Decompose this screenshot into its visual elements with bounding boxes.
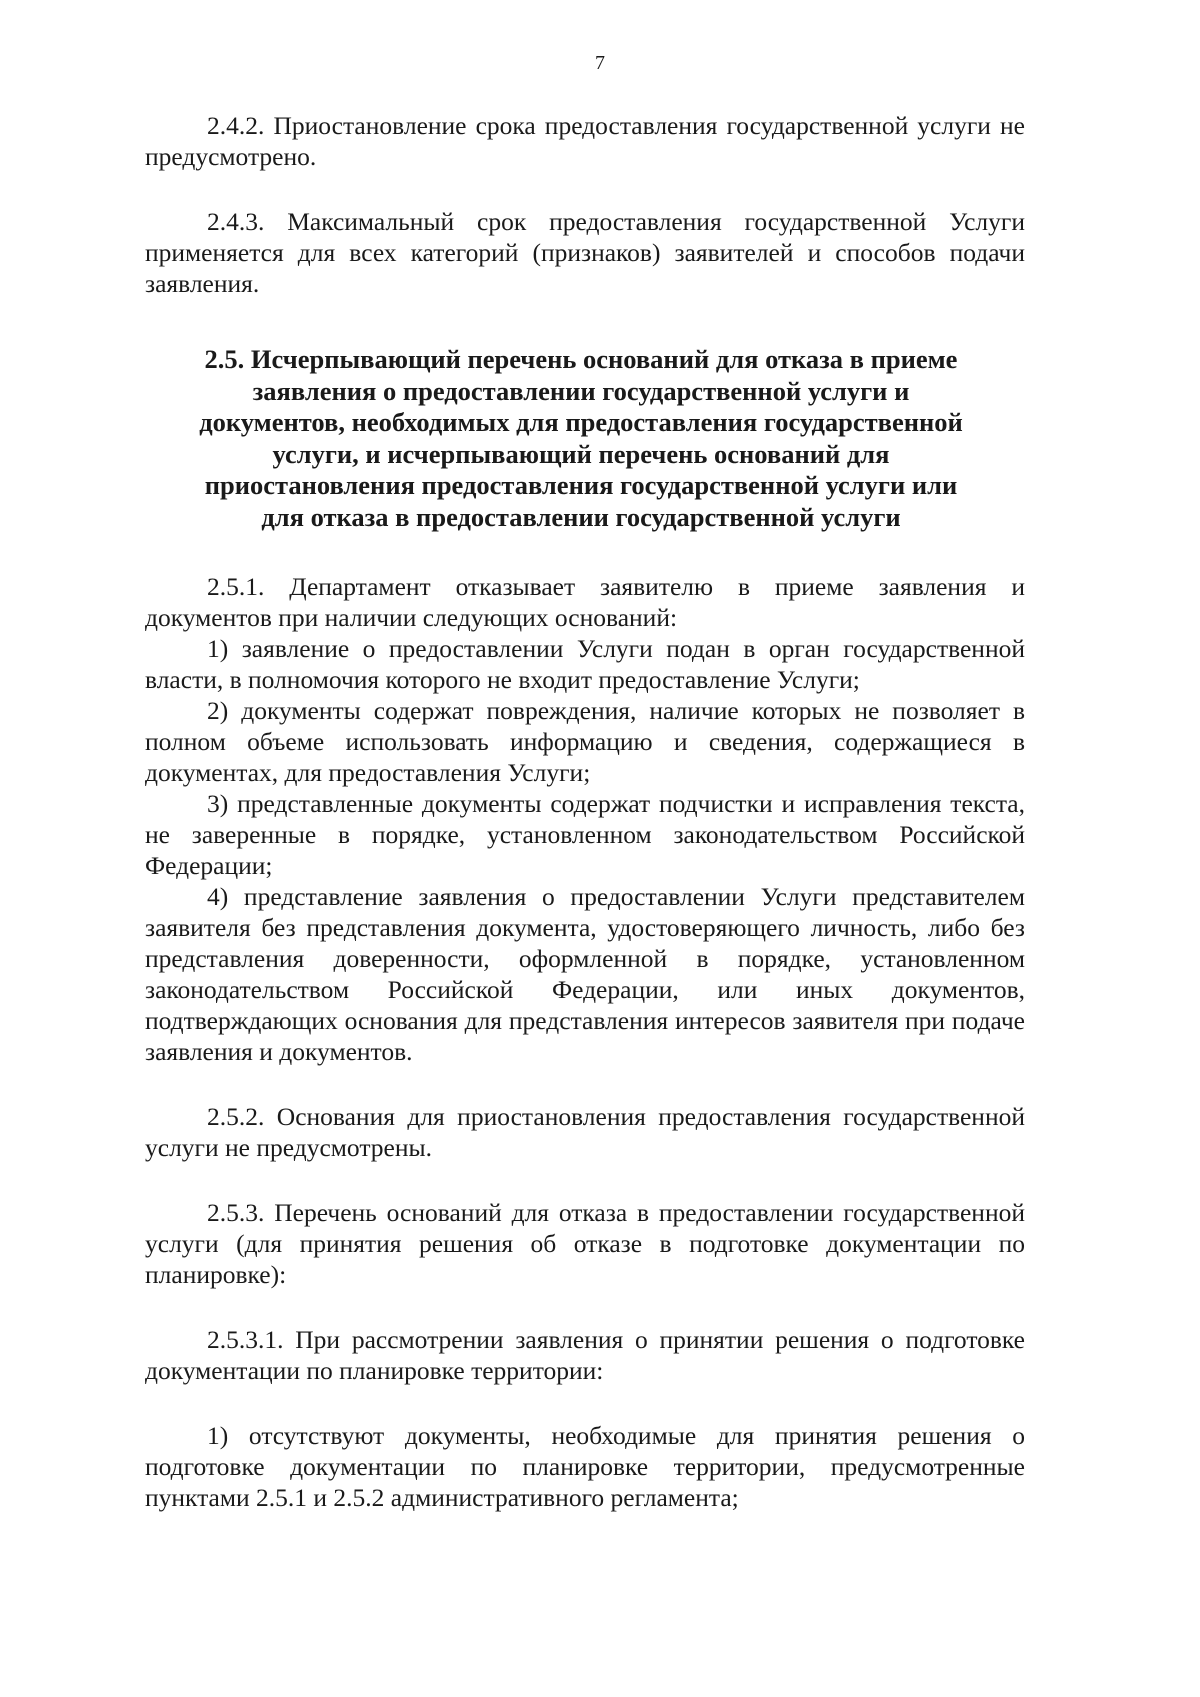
- section-heading-2-5: 2.5. Исчерпывающий перечень оснований для отказа в приеме заявления о предоставлении государственной услуги и документов, необходимых для предоставления государственной услуги, и исчерпывающий перечень оснований для приостановления предоставления государственной услуги или для отказа в предоставлении государственной услуги: [199, 344, 963, 532]
- paragraph-2-5-1-item-3: 3) представленные документы содержат подчистки и исправления текста, не заверенные в порядке, установленном законодательством Российской Федерации;: [145, 789, 1025, 880]
- paragraph-2-5-1-item-4: 4) представление заявления о предоставлении Услуги представителем заявителя без представления документа, удостоверяющего личность, либо без представления доверенности, оформленной в порядке, установленном законодательством Российской Федерации, или иных документов, подтверждающих основания для представления интересов заявителя при подаче заявления и документов.: [145, 882, 1025, 1066]
- document-body: [145, 110, 1025, 1513]
- paragraph-2-5-1-item-1: 1) заявление о предоставлении Услуги подан в орган государственной власти, в полномочия которого не входит предоставление Услуги;: [145, 634, 1025, 694]
- paragraph-2-5-1: 2.5.1. Департамент отказывает заявителю в приеме заявления и документов при наличии следующих оснований:: [145, 572, 1025, 632]
- paragraph-2-5-3-1: 2.5.3.1. При рассмотрении заявления о принятии решения о подготовке документации по планировке территории:: [145, 1325, 1025, 1385]
- paragraph-2-4-2: 2.4.2. Приостановление срока предоставления государственной услуги не предусмотрено.: [145, 111, 1025, 171]
- page-number: 7: [595, 52, 605, 74]
- paragraph-2-5-3-1-item-1: 1) отсутствуют документы, необходимые для принятия решения о подготовке документации по планировке территории, предусмотренные пунктами 2.5.1 и 2.5.2 административного регламента;: [145, 1421, 1025, 1512]
- paragraph-2-4-3: 2.4.3. Максимальный срок предоставления государственной Услуги применяется для всех категорий (признаков) заявителей и способов подачи заявления.: [145, 207, 1025, 298]
- paragraph-2-5-3: 2.5.3. Перечень оснований для отказа в предоставлении государственной услуги (для принятия решения об отказе в подготовке документации по планировке):: [145, 1198, 1025, 1289]
- paragraph-2-5-2: 2.5.2. Основания для приостановления предоставления государственной услуги не предусмотрены.: [145, 1102, 1025, 1162]
- paragraph-2-5-1-item-2: 2) документы содержат повреждения, наличие которых не позволяет в полном объеме использовать информацию и сведения, содержащиеся в документах, для предоставления Услуги;: [145, 696, 1025, 787]
